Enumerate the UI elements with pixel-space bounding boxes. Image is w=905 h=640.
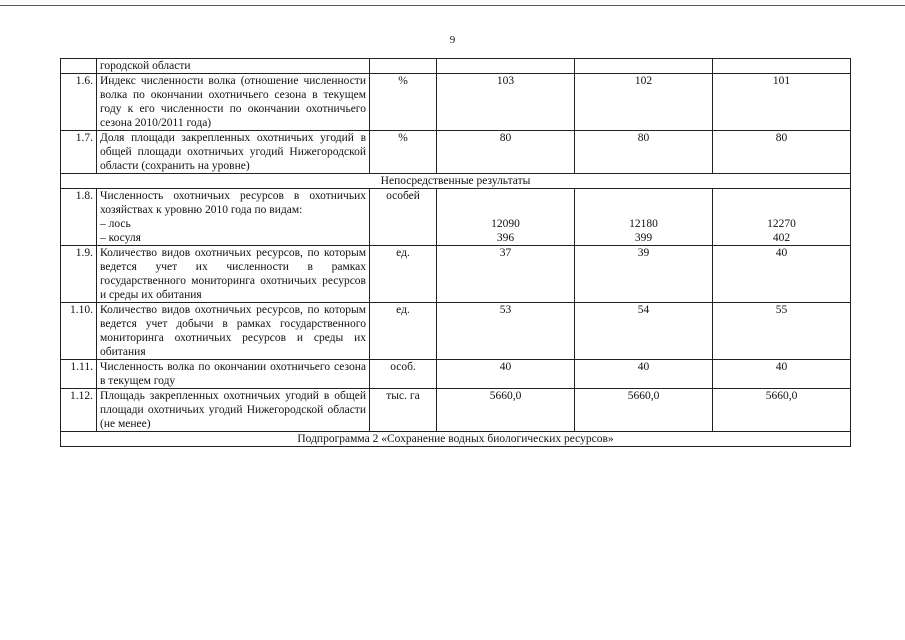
table-row — [61, 303, 851, 360]
row-number: 1.7. — [61, 131, 97, 174]
row-name: Индекс численности волка (отношение численности волка по окончании охотничьего сезона в текущем году к его численности по окончании охотничьего сезона 2010/2011 года) — [97, 74, 370, 131]
page-number: 9 — [449, 34, 456, 46]
row-number: 1.10. — [61, 303, 97, 360]
row-value-1: 103 — [437, 74, 575, 131]
sub-value: 12180 — [629, 218, 658, 230]
row-value-2: 102 — [575, 74, 713, 131]
row-number: 1.11. — [61, 360, 97, 389]
sub-value: 396 — [496, 232, 515, 244]
row-value-1 — [437, 59, 575, 74]
top-rule — [0, 5, 905, 6]
row-number: 1.12. — [61, 389, 97, 432]
row-number: 1.8. — [61, 189, 97, 246]
row-value-1: 53 — [437, 303, 575, 360]
row-value-1: 40 — [437, 360, 575, 389]
row-unit: ед. — [370, 303, 437, 360]
table-row — [61, 131, 851, 174]
row-value-3: 80 — [713, 131, 851, 174]
row-name: Численность волка по окончании охотничьего сезона в текущем году — [97, 360, 370, 389]
row-value-3: 40 — [713, 360, 851, 389]
sub-value: 399 — [634, 232, 653, 244]
section-row — [61, 174, 851, 189]
section-row — [61, 432, 851, 447]
row-name: Численность охотничьих ресурсов в охотничьих хозяйствах к уровню 2010 года по видам: — [100, 190, 366, 216]
row-value-3: 55 — [713, 303, 851, 360]
row-unit: % — [370, 131, 437, 174]
row-value-2: 5660,0 — [575, 389, 713, 432]
row-value-3: 40 — [713, 246, 851, 303]
row-unit: особ. — [370, 360, 437, 389]
row-value-3: 101 — [713, 74, 851, 131]
row-value-3 — [713, 189, 851, 246]
row-sub-item: – косуля — [100, 232, 141, 244]
row-number — [61, 59, 97, 74]
sub-value: 12270 — [767, 218, 796, 230]
section-heading: Подпрограмма 2 «Сохранение водных биологических ресурсов» — [61, 432, 851, 447]
table-row — [61, 59, 851, 74]
row-number: 1.9. — [61, 246, 97, 303]
row-value-2: 54 — [575, 303, 713, 360]
row-value-3 — [713, 59, 851, 74]
row-unit: тыс. га — [370, 389, 437, 432]
row-value-1 — [437, 189, 575, 246]
sub-value: 12090 — [491, 218, 520, 230]
table-row — [61, 389, 851, 432]
row-name: городской области — [97, 59, 370, 74]
table-row — [61, 360, 851, 389]
row-unit — [370, 59, 437, 74]
row-value-2 — [575, 59, 713, 74]
row-value-1: 80 — [437, 131, 575, 174]
row-unit: % — [370, 74, 437, 131]
row-value-3: 5660,0 — [713, 389, 851, 432]
indicators-table — [60, 58, 851, 447]
row-name: Площадь закрепленных охотничьих угодий в общей площади охотничьих угодий Нижегородской области (не менее) — [97, 389, 370, 432]
row-name: Доля площади закрепленных охотничьих угодий в общей площади охотничьих угодий Нижегородской области (сохранить на уровне) — [97, 131, 370, 174]
row-value-1: 5660,0 — [437, 389, 575, 432]
table-row — [61, 246, 851, 303]
row-name: Количество видов охотничьих ресурсов, по которым ведется учет их численности в рамках государственного мониторинга охотничьих ресурсов и среды их обитания — [97, 246, 370, 303]
row-value-2: 39 — [575, 246, 713, 303]
row-unit: ед. — [370, 246, 437, 303]
row-sub-item: – лось — [100, 218, 131, 230]
row-name-cell — [97, 189, 370, 246]
row-value-2 — [575, 189, 713, 246]
row-number: 1.6. — [61, 74, 97, 131]
sub-value: 402 — [772, 232, 791, 244]
row-value-2: 80 — [575, 131, 713, 174]
row-unit: особей — [370, 189, 437, 246]
row-value-2: 40 — [575, 360, 713, 389]
section-heading: Непосредственные результаты — [61, 174, 851, 189]
row-name: Количество видов охотничьих ресурсов, по которым ведется учет добычи в рамках государственного мониторинга охотничьих ресурсов и среды их обитания — [97, 303, 370, 360]
row-value-1: 37 — [437, 246, 575, 303]
table-row — [61, 74, 851, 131]
table-row — [61, 189, 851, 246]
